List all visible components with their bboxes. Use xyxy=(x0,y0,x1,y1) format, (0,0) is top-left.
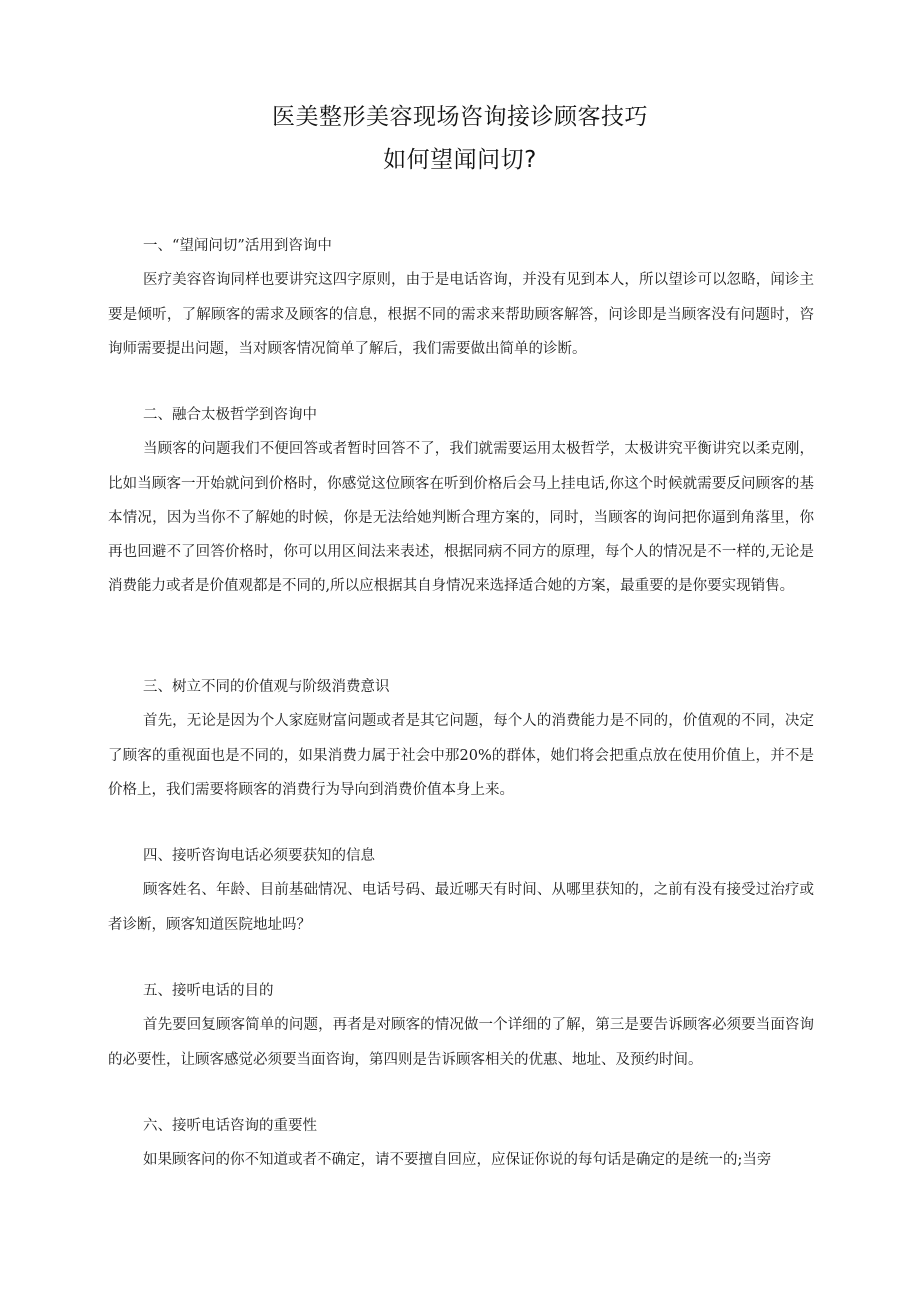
section-6 xyxy=(108,1109,814,1178)
section-heading: 六、接听电话咨询的重要性 xyxy=(143,1118,317,1134)
section-heading: 三、树立不同的价值观与阶级消费意识 xyxy=(143,679,390,695)
document-subtitle: 如何望闻问切? xyxy=(383,147,537,173)
section-heading: 一、“望闻问切”活用到咨询中 xyxy=(143,238,332,254)
section-heading: 二、融合太极哲学到咨询中 xyxy=(143,407,317,423)
section-body: 顾客姓名、年龄、目前基础情况、电话号码、最近哪天有时间、从哪里获知的，之前有没有接受过治疗或者诊断，顾客知道医院地址吗？ xyxy=(108,882,814,933)
section-body: 首先，无论是因为个人家庭财富问题或者是其它问题，每个人的消费能力是不同的，价值观的不同，决定了顾客的重视面也是不同的，如果消费力属于社会中那20%的群体，她们将会把重点放在使用价值上，并不是价格上，我们需要将顾客的消费行为导向到消费价值本身上来。 xyxy=(108,713,814,798)
section-4 xyxy=(108,839,814,942)
document-title: 医美整形美容现场咨询接诊顾客技巧 xyxy=(272,104,648,130)
section-body: 如果顾客问的你不知道或者不确定，请不要擅自回应，应保证你说的每句话是确定的是统一的;当旁 xyxy=(143,1152,772,1169)
section-body: 当顾客的问题我们不便回答或者暂时回答不了，我们就需要运用太极哲学，太极讲究平衡讲究以柔克刚，比如当顾客一开始就问到价格时，你感觉这位顾客在听到价格后会马上挂电话,你这个时候就需要反问顾客的基本情况，因为当你不了解她的时候，你是无法给她判断合理方案的，同时，当顾客的询问把你逼到角落里，你再也回避不了回答价格时，你可以用区间法来表述，根据同病不同方的原理，每个人的情况是不一样的,无论是消费能力或者是价值观都是不同的,所以应根据其自身情况来选择适合她的方案，最重要的是你要实现销售。 xyxy=(108,441,814,595)
section-heading: 四、接听咨询电话必须要获知的信息 xyxy=(143,848,375,864)
section-1 xyxy=(108,229,814,366)
section-body: 医疗美容咨询同样也要讲究这四字原则，由于是电话咨询，并没有见到本人，所以望诊可以忽略，闻诊主要是倾听，了解顾客的需求及顾客的信息，根据不同的需求来帮助顾客解答，问诊即是当顾客没有问题时，咨询师需要提出问题，当对顾客情况简单了解后，我们需要做出简单的诊断。 xyxy=(108,272,814,357)
section-heading: 五、接听电话的目的 xyxy=(143,983,274,999)
section-2 xyxy=(108,398,814,604)
section-body: 首先要回复顾客简单的问题，再者是对顾客的情况做一个详细的了解，第三是要告诉顾客必须要当面咨询的必要性，让顾客感觉必须要当面咨询，第四则是告诉顾客相关的优惠、地址、及预约时间。 xyxy=(108,1017,814,1068)
section-5 xyxy=(108,974,814,1077)
section-3 xyxy=(108,670,814,807)
